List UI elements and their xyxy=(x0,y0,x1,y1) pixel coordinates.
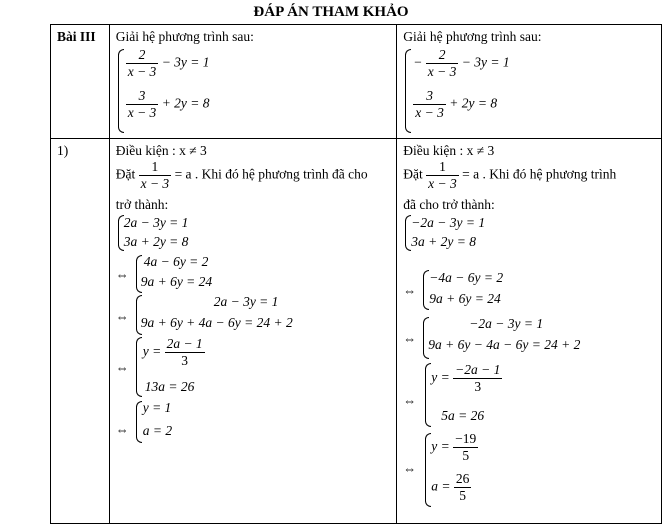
eq-lhs: y = xyxy=(431,369,450,385)
fraction-denominator: 3 xyxy=(453,378,502,395)
system-eq: −2a − 3y = 1 xyxy=(469,316,544,331)
fraction-denominator: x − 3 xyxy=(127,105,157,120)
substitution-line xyxy=(403,159,616,192)
condition-text: Điều kiện : x ≠ 3 xyxy=(115,143,207,158)
eq-lhs: y = xyxy=(431,438,450,454)
equation-2 xyxy=(413,88,497,121)
system-eq: 9a + 6y = 24 xyxy=(140,274,213,289)
label-cell xyxy=(51,139,110,524)
system-eq: 3a + 2y = 8 xyxy=(411,234,476,249)
fraction-denominator: x − 3 xyxy=(427,64,457,79)
system-eq: 2a − 3y = 1 xyxy=(213,294,279,309)
becomes-text: trở thành: xyxy=(115,197,169,212)
part-label: 1) xyxy=(57,143,69,158)
system-eq: 4a − 6y = 2 xyxy=(143,254,209,269)
fraction-numerator: 1 xyxy=(439,159,446,174)
solution-cell-left xyxy=(109,139,397,524)
fraction-denominator: 5 xyxy=(453,447,478,464)
fraction-numerator: 26 xyxy=(455,471,470,486)
equivalence-icon: ⇔ xyxy=(403,393,417,408)
condition-text: Điều kiện : x ≠ 3 xyxy=(403,143,495,158)
table-row xyxy=(51,139,662,524)
substitution-prefix: Đặt xyxy=(403,166,423,182)
system-brace xyxy=(405,49,411,133)
equivalence-icon: ⇔ xyxy=(403,283,417,298)
system-eq: y = 1 xyxy=(142,400,172,415)
equation-rest: + 2y = 8 xyxy=(161,95,210,111)
equation-sign: − xyxy=(413,54,423,70)
equation-2 xyxy=(126,88,210,121)
fraction-numerator: 2 xyxy=(138,47,146,62)
system-eq: 9a + 6y + 4a − 6y = 24 + 2 xyxy=(140,315,293,330)
system-eq: 13a = 26 xyxy=(144,379,195,394)
equation-rest: − 3y = 1 xyxy=(161,54,210,70)
eq-lhs: a = xyxy=(431,478,451,494)
system-eq: −2a − 3y = 1 xyxy=(411,215,486,230)
problem-cell-right xyxy=(397,25,662,139)
substitution-suffix: = a . Khi đó hệ phương trình đã cho xyxy=(174,166,368,182)
system-eq: 2a − 3y = 1 xyxy=(123,215,189,230)
fraction-denominator: 5 xyxy=(454,487,472,504)
problem-cell-left xyxy=(109,25,397,139)
fraction-denominator: x − 3 xyxy=(415,105,444,120)
system-brace xyxy=(118,49,124,133)
fraction-numerator: 2a − 1 xyxy=(166,336,203,351)
substitution-prefix: Đặt xyxy=(115,166,136,182)
system-eq xyxy=(143,336,205,369)
equation-1 xyxy=(413,47,509,80)
fraction-numerator: −19 xyxy=(455,431,477,446)
substitution-suffix: = a . Khi đó hệ phương trình xyxy=(462,166,617,182)
equivalence-icon: ⇔ xyxy=(403,461,417,476)
fraction-numerator: 3 xyxy=(138,88,146,103)
equivalence-icon: ⇔ xyxy=(115,360,129,375)
solution-cell-right xyxy=(397,139,662,524)
system-eq: 9a + 6y = 24 xyxy=(429,291,501,306)
fraction-denominator: 3 xyxy=(165,352,205,369)
system-brace xyxy=(136,337,142,397)
equivalence-icon: ⇔ xyxy=(403,331,417,346)
fraction-denominator: x − 3 xyxy=(428,176,457,191)
system-eq xyxy=(431,362,502,395)
system-eq: 5a = 26 xyxy=(441,408,485,423)
fraction-numerator: 3 xyxy=(426,88,433,103)
problem-prompt: Giải hệ phương trình sau: xyxy=(403,29,542,44)
system-eq: −4a − 6y = 2 xyxy=(429,270,504,285)
equation-1 xyxy=(126,47,210,80)
label-cell xyxy=(51,25,110,139)
fraction-denominator: x − 3 xyxy=(127,64,157,79)
fraction-numerator: −2a − 1 xyxy=(455,362,501,377)
fraction-numerator: 2 xyxy=(438,47,446,62)
system-eq xyxy=(431,471,471,504)
system-eq: a = 2 xyxy=(142,423,173,438)
equivalence-icon: ⇔ xyxy=(115,422,129,437)
page-title: ĐÁP ÁN THAM KHẢO xyxy=(253,4,409,20)
equivalence-icon: ⇔ xyxy=(115,309,129,324)
equation-rest: − 3y = 1 xyxy=(461,54,510,70)
section-label: Bài III xyxy=(57,29,96,44)
system-eq: 3a + 2y = 8 xyxy=(123,234,189,249)
equation-rest: + 2y = 8 xyxy=(449,95,498,111)
problem-prompt: Giải hệ phương trình sau: xyxy=(115,29,254,44)
system-eq: 9a + 6y − 4a − 6y = 24 + 2 xyxy=(428,337,581,352)
fraction-denominator: x − 3 xyxy=(140,176,170,191)
substitution-line xyxy=(116,159,368,192)
system-brace xyxy=(136,401,142,443)
eq-lhs: y = xyxy=(142,343,162,359)
becomes-text: đã cho trở thành: xyxy=(403,197,495,212)
table-row xyxy=(51,25,662,139)
fraction-numerator: 1 xyxy=(151,159,159,174)
system-eq xyxy=(431,431,478,464)
answer-table xyxy=(50,24,662,524)
equivalence-icon: ⇔ xyxy=(115,267,129,282)
